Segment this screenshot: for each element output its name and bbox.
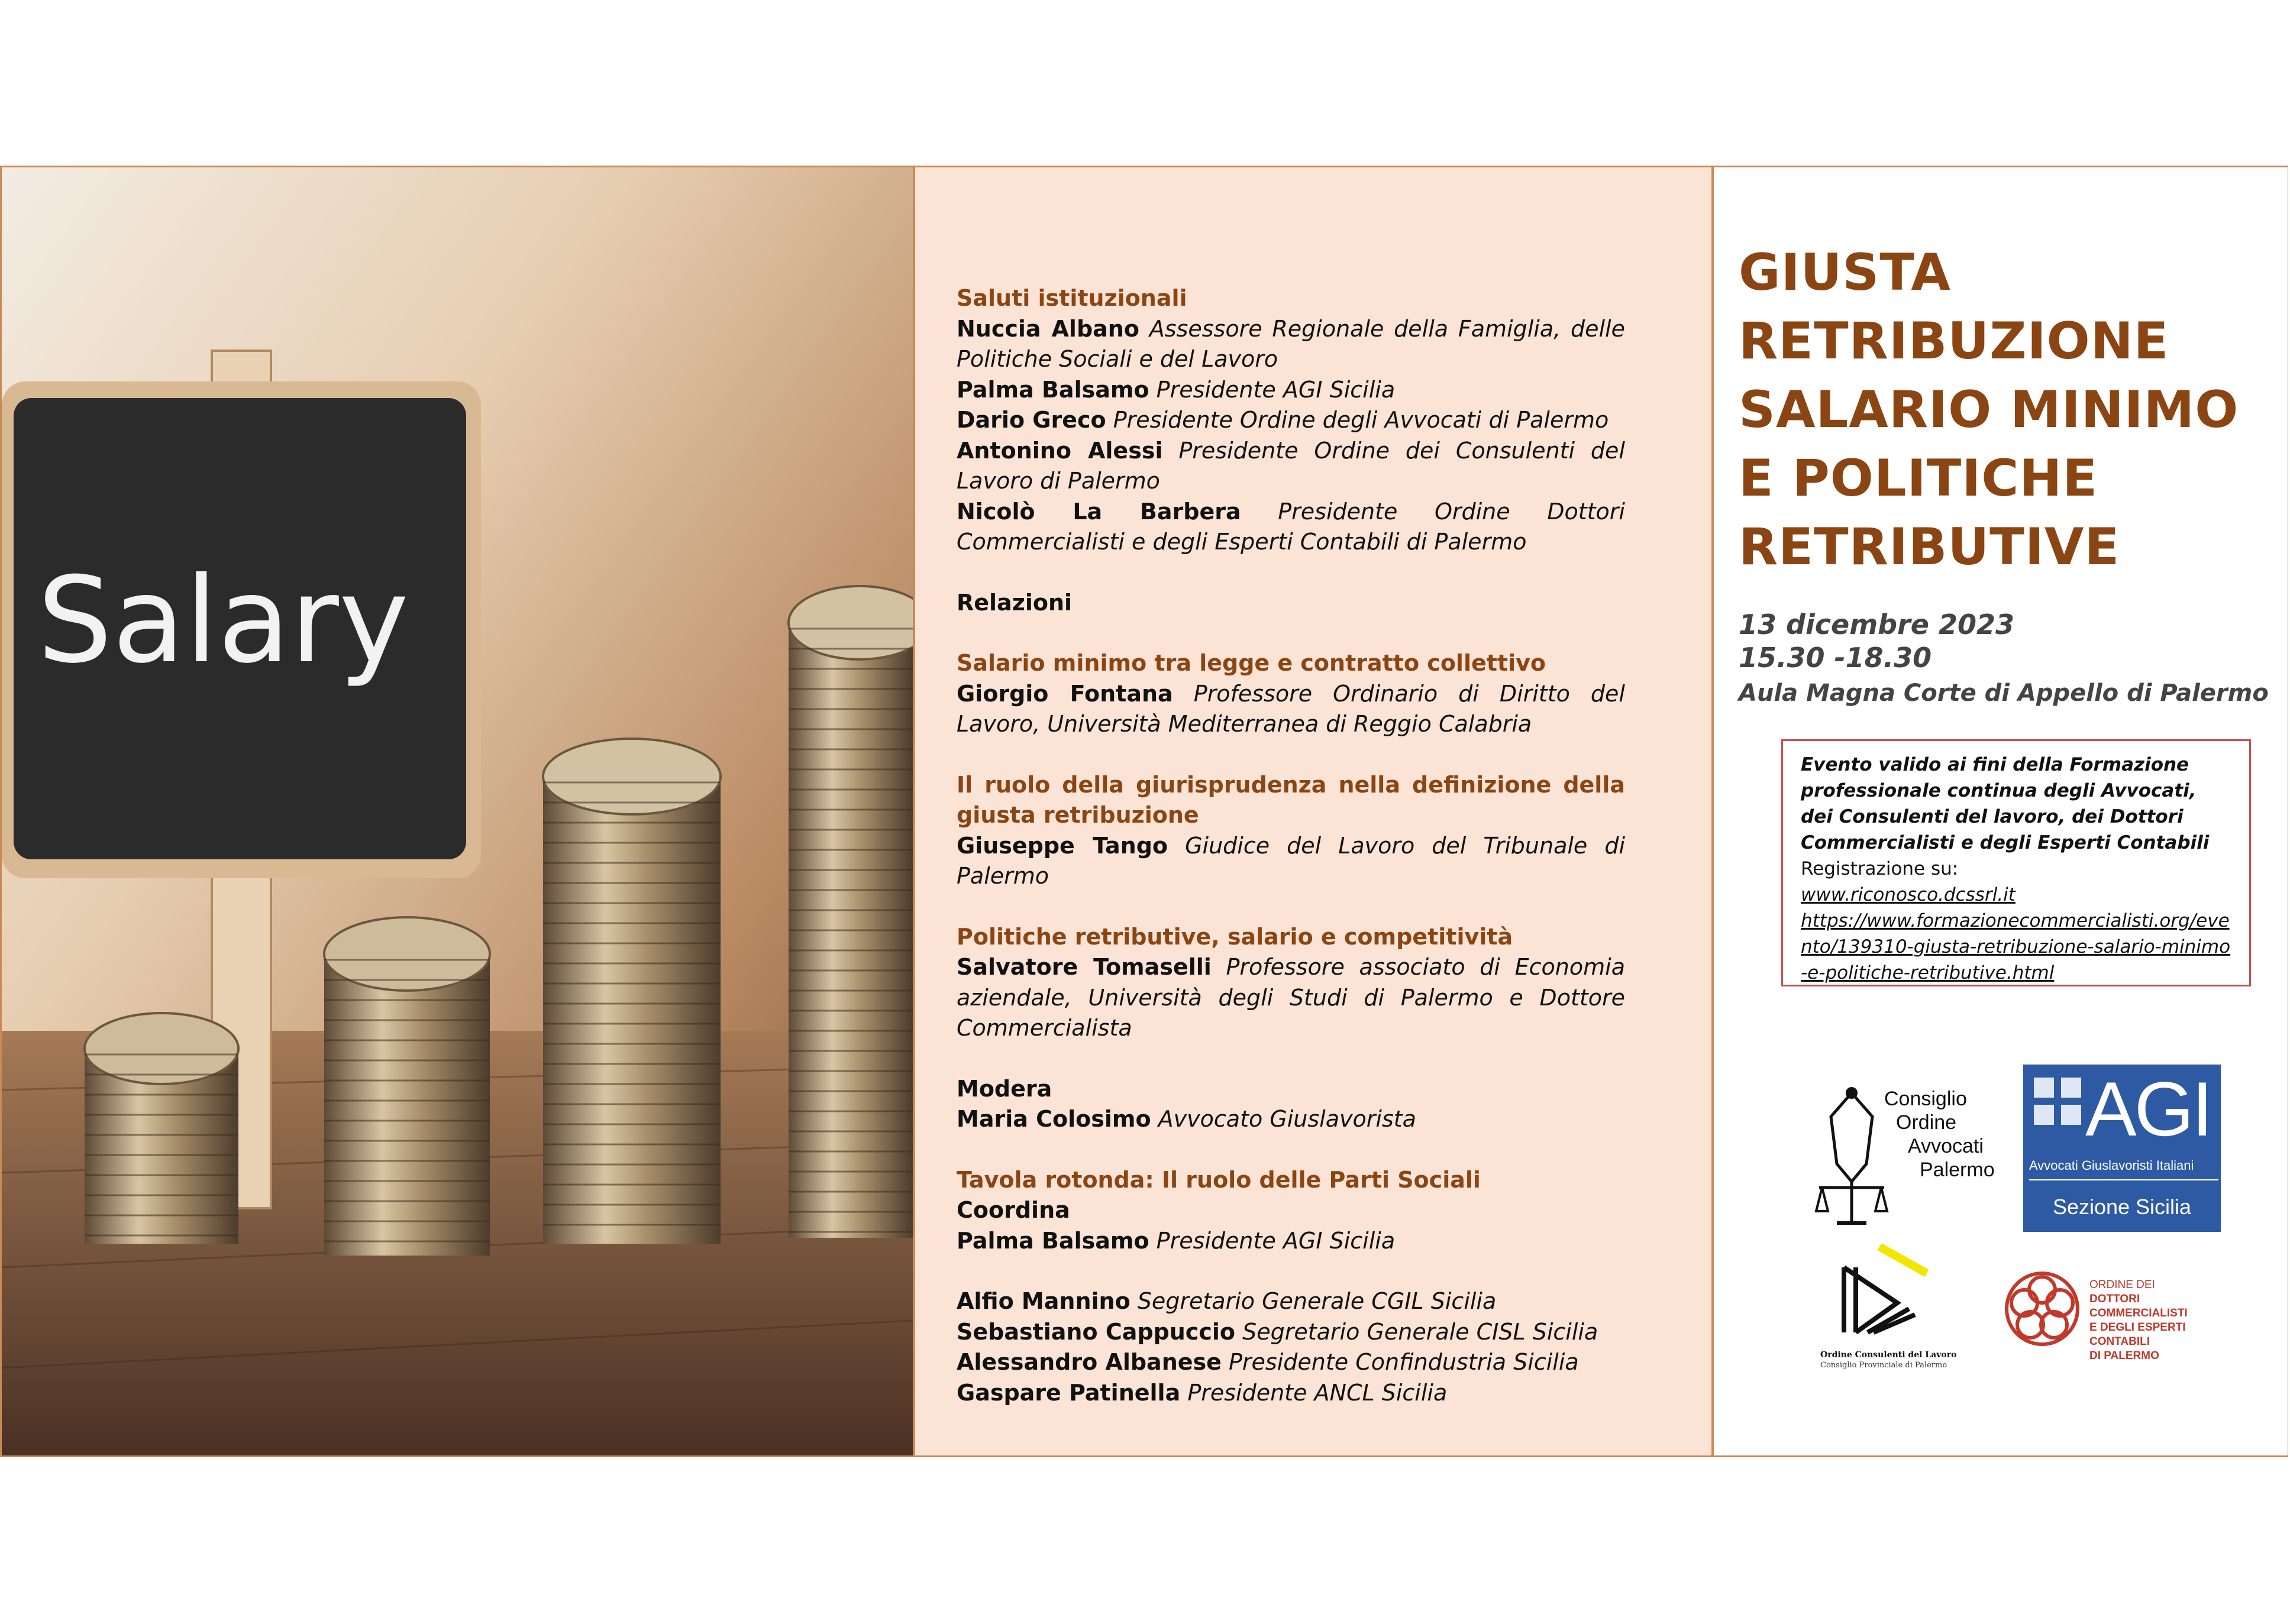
registration-link-2[interactable]: https://www.formazionecommercialisti.org/evento/139310-giusta-retribuzione-salario-minimo-e-politiche-retributive.html — [1801, 910, 2231, 984]
talk-title: Salario minimo tra legge e contratto collettivo — [957, 650, 1546, 676]
speaker-entry: Antonino Alessi Presidente Ordine dei Consulenti del Lavoro di Palermo — [957, 437, 1625, 494]
speaker-entry: Gaspare Patinella Presidente ANCL Sicilia — [957, 1379, 1448, 1406]
validity-text: Evento valido ai fini della Formazione professionale continua degli Avvocati, dei Consulenti del lavoro, dei Dottori Commercialisti e degli Esperti Contabili — [1801, 754, 2210, 853]
speaker-entry: Giuseppe Tango Giudice del Lavoro del Tribunale di Palermo — [957, 832, 1625, 889]
event-details — [1739, 608, 2269, 712]
speaker-entry: Nuccia Albano Assessore Regionale della Famiglia, delle Politiche Sociali e del Lavoro — [957, 315, 1625, 372]
cdl-palermo-logo: Ordine Consulenti del Lavoro Consiglio Provinciale di Palermo — [1808, 1244, 1962, 1374]
event-time: 15.30 -18.30 — [1739, 642, 1932, 674]
registration-label: Registrazione su: — [1801, 858, 1959, 879]
programme-panel — [915, 167, 1711, 1455]
speaker-entry: Nicolò La Barbera Presidente Ordine Dottori Commercialisti e degli Esperti Contabili di Palermo — [957, 498, 1625, 555]
event-venue: Aula Magna Corte di Appello di Palermo — [1739, 680, 2269, 707]
training-info-box — [1781, 739, 2251, 986]
event-date: 13 dicembre 2023 — [1739, 609, 2014, 640]
tavola-heading: Tavola rotonda: Il ruolo delle Parti Sociali — [957, 1166, 1481, 1193]
speaker-entry: Dario Greco Presidente Ordine degli Avvocati di Palermo — [957, 407, 1609, 433]
speaker-entry: Maria Colosimo Avvocato Giuslavorista — [957, 1106, 1416, 1132]
speaker-entry: Salvatore Tomaselli Professore associato di Economia aziendale, Università degli Studi di Palermo e Dottore Commercialista — [957, 954, 1625, 1041]
speaker-entry: Palma Balsamo Presidente AGI Sicilia — [957, 1227, 1396, 1254]
saluti-heading: Saluti istituzionali — [957, 285, 1187, 311]
speaker-entry: Giorgio Fontana Professore Ordinario di Diritto del Lavoro, Università Mediterranea di Reggio Calabria — [957, 680, 1625, 737]
odcec-palermo-logo: ORDINE DEI DOTTORI COMMERCIALISTI E DEGLI ESPERTI CONTABILI DI PALERMO — [2001, 1267, 2226, 1356]
speaker-entry: Alessandro Albanese Presidente Confindustria Sicilia — [957, 1349, 1579, 1375]
registration-link-1[interactable]: www.riconosco.dcssrl.it — [1801, 884, 2016, 905]
coa-palermo-logo: Consiglio Ordine Avvocati Palermo — [1813, 1081, 2008, 1235]
relazioni-heading: Relazioni — [957, 589, 1073, 616]
event-title: GIUSTA RETRIBUZIONE SALARIO MINIMO E POLITICHE RETRIBUTIVE — [1739, 243, 2239, 577]
coordina-heading: Coordina — [957, 1197, 1070, 1223]
talk-title: Il ruolo della giurisprudenza nella definizione della giusta retribuzione — [957, 771, 1625, 828]
sign-text: Salary — [37, 552, 409, 690]
salary-photo — [2, 167, 913, 1455]
event-panel — [1714, 167, 2288, 1455]
speaker-entry: Alfio Mannino Segretario Generale CGIL Sicilia — [957, 1288, 1497, 1314]
talk-title: Politiche retributive, salario e competitività — [957, 923, 1513, 950]
speaker-entry: Sebastiano Cappuccio Segretario Generale CISL Sicilia — [957, 1318, 1598, 1345]
modera-heading: Modera — [957, 1075, 1052, 1102]
agi-logo: AGI Avvocati Giuslavoristi Italiani Sezione Sicilia — [2023, 1065, 2221, 1232]
speaker-entry: Palma Balsamo Presidente AGI Sicilia — [957, 376, 1396, 403]
